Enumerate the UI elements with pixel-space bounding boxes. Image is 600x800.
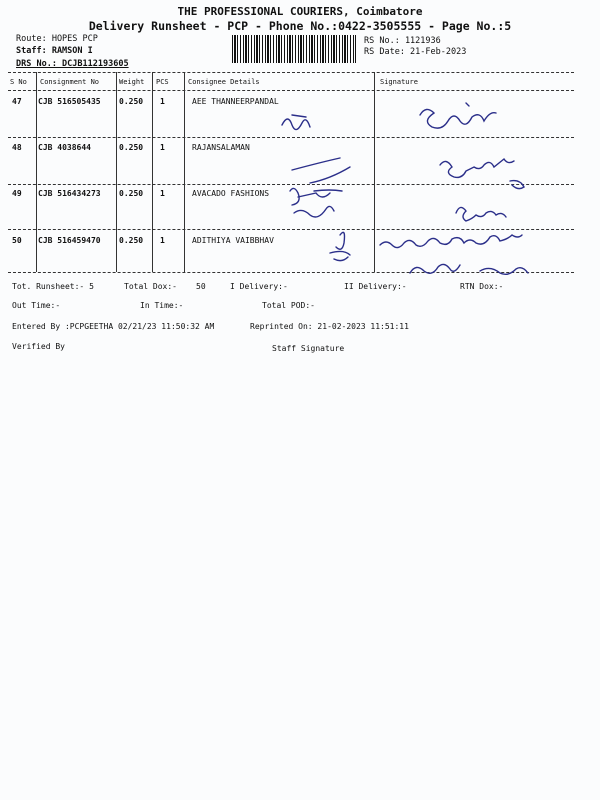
row-consignment: CJB 4038644 bbox=[38, 143, 91, 152]
row-pcs: 1 bbox=[160, 97, 165, 106]
handwritten-signatures bbox=[270, 95, 580, 280]
row-consignment: CJB 516434273 bbox=[38, 189, 101, 198]
row-consignee: AVACADO FASHIONS bbox=[192, 189, 270, 198]
col-divider bbox=[184, 72, 185, 272]
ii-delivery: II Delivery:- bbox=[344, 282, 407, 291]
col-signature: Signature bbox=[380, 78, 418, 86]
row-pcs: 1 bbox=[160, 236, 165, 245]
row-sno: 47 bbox=[12, 97, 22, 106]
row-sno: 50 bbox=[12, 236, 22, 245]
col-divider bbox=[152, 72, 153, 272]
row-weight: 0.250 bbox=[119, 189, 144, 198]
row-pcs: 1 bbox=[160, 189, 165, 198]
row-consignee: RAJANSALAMAN bbox=[192, 143, 250, 152]
total-dox-label: Total Dox:- bbox=[124, 282, 177, 291]
runsheet-subtitle: Delivery Runsheet - PCP - Phone No.:0422-3505555 - Page No.:5 bbox=[88, 19, 512, 33]
i-delivery: I Delivery:- bbox=[230, 282, 288, 291]
row-consignee: ADITHIYA VAIBBHAV bbox=[192, 236, 274, 245]
verified-by: Verified By bbox=[12, 342, 65, 351]
route-label: Route: HOPES PCP bbox=[16, 34, 98, 44]
total-pod: Total POD:- bbox=[262, 301, 315, 310]
table-header-rule bbox=[8, 90, 574, 91]
in-time: In Time:- bbox=[140, 301, 184, 310]
col-sno: S No bbox=[10, 78, 27, 86]
col-divider bbox=[116, 72, 117, 272]
reprinted-on: Reprinted On: 21-02-2023 11:51:11 bbox=[250, 322, 409, 331]
row-weight: 0.250 bbox=[119, 97, 144, 106]
out-time: Out Time:- bbox=[12, 301, 61, 310]
rtn-dox: RTN Dox:- bbox=[460, 282, 504, 291]
col-consignment: Consignment No bbox=[40, 78, 100, 86]
row-sno: 49 bbox=[12, 189, 22, 198]
col-divider bbox=[36, 72, 37, 272]
row-consignee: AEE THANNEERPANDAL bbox=[192, 97, 279, 106]
company-title: THE PROFESSIONAL COURIERS, Coimbatore bbox=[177, 5, 423, 18]
table-top-rule bbox=[8, 72, 574, 73]
rs-date: RS Date: 21-Feb-2023 bbox=[364, 47, 467, 57]
row-weight: 0.250 bbox=[119, 143, 144, 152]
col-consignee: Consignee Details bbox=[188, 78, 260, 86]
row-sno: 48 bbox=[12, 143, 22, 152]
row-weight: 0.250 bbox=[119, 236, 144, 245]
col-pcs: PCS bbox=[156, 78, 169, 86]
row-consignment: CJB 516459470 bbox=[38, 236, 101, 245]
row-consignment: CJB 516505435 bbox=[38, 97, 101, 106]
tot-runsheet: Tot. Runsheet:- 5 bbox=[12, 282, 94, 291]
rs-number: RS No.: 1121936 bbox=[364, 36, 441, 46]
staff-label: Staff: RAMSON I bbox=[16, 46, 93, 56]
row-pcs: 1 bbox=[160, 143, 165, 152]
staff-signature-label: Staff Signature bbox=[272, 344, 345, 353]
total-dox-value: 50 bbox=[196, 282, 206, 291]
drs-number: DRS No.: DCJB112193605 bbox=[16, 59, 129, 69]
barcode bbox=[232, 35, 356, 63]
entered-by: Entered By :PCPGEETHA 02/21/23 11:50:32 AM bbox=[12, 322, 215, 331]
col-weight: Weight bbox=[119, 78, 145, 86]
